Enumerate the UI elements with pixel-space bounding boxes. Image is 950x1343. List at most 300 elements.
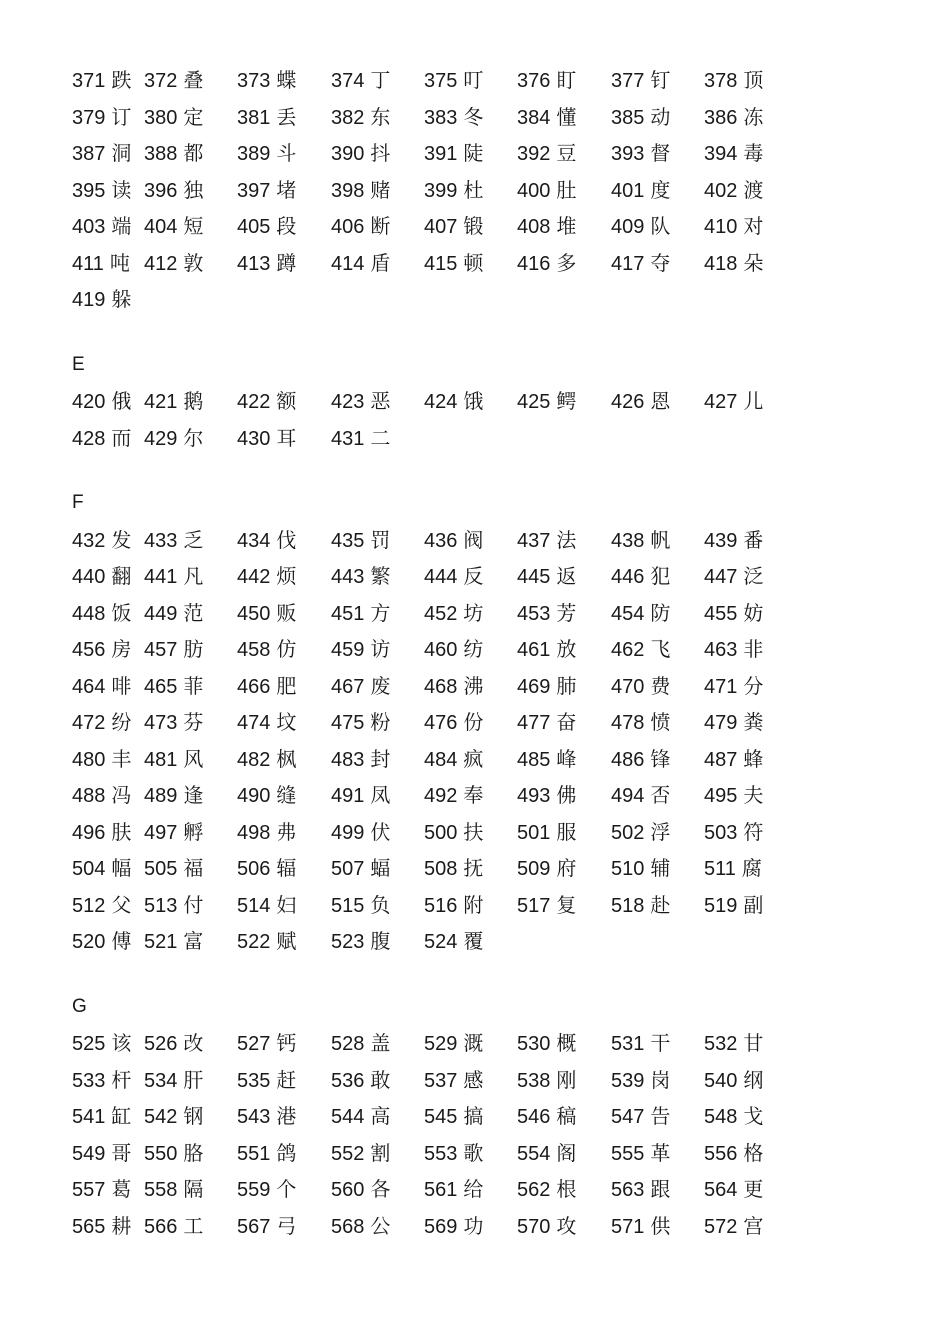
entry-character: 妇: [276, 892, 297, 917]
character-entry: [237, 631, 296, 668]
entry-character: 阁: [556, 1140, 577, 1165]
entry-number: 513: [144, 894, 178, 917]
character-entry: [72, 62, 131, 99]
entry-character: 葛: [111, 1177, 132, 1201]
character-entry: [704, 135, 763, 172]
entry-character: 佛: [556, 783, 577, 807]
entry-character: 额: [276, 389, 297, 413]
entry-number: 428: [72, 427, 106, 450]
entry-character: 疯: [463, 746, 484, 771]
character-entry: [704, 245, 763, 282]
entry-number: 481: [144, 748, 178, 771]
entry-number: 516: [424, 894, 458, 917]
entry-character: 鸽: [276, 1140, 297, 1165]
character-entry: [611, 668, 670, 705]
entry-character: 冯: [111, 783, 132, 807]
entry-character: 烦: [276, 564, 297, 588]
entry-number: 551: [237, 1142, 271, 1165]
character-entry: [144, 420, 203, 457]
entry-character: 叠: [183, 68, 204, 92]
character-entry: [331, 777, 390, 814]
character-entry: [424, 1098, 483, 1135]
entry-number: 566: [144, 1215, 178, 1238]
entry-number: 389: [237, 143, 271, 165]
character-entry: [72, 1062, 131, 1099]
character-row: [72, 135, 892, 172]
entry-character: 改: [183, 1031, 204, 1055]
entry-number: 383: [424, 106, 458, 129]
character-entry: [144, 887, 203, 924]
entry-number: 403: [72, 216, 106, 238]
character-entry: [72, 777, 131, 814]
entry-character: 感: [463, 1067, 484, 1092]
character-entry: [424, 62, 483, 99]
character-entry: [237, 1171, 296, 1208]
entry-number: 419: [72, 289, 106, 311]
entry-character: 纷: [111, 710, 132, 734]
entry-character: 锋: [650, 746, 671, 771]
entry-character: 各: [370, 1177, 391, 1201]
character-entry: [331, 668, 390, 705]
character-row: [72, 172, 892, 209]
character-entry: [144, 245, 203, 282]
entry-number: 374: [331, 70, 365, 92]
entry-number: 464: [72, 675, 106, 698]
entry-character: 搞: [463, 1104, 484, 1128]
entry-number: 469: [517, 675, 551, 698]
entry-character: 跌: [111, 68, 132, 92]
entry-character: 堵: [276, 177, 297, 202]
entry-character: 概: [556, 1031, 577, 1055]
entry-character: 扶: [463, 819, 484, 844]
character-grid: [72, 383, 892, 456]
character-row: [72, 741, 892, 778]
character-entry: [72, 420, 131, 457]
character-entry: [517, 558, 576, 595]
character-entry: [704, 668, 763, 705]
entry-character: 稿: [556, 1104, 577, 1128]
entry-number: 483: [331, 748, 365, 771]
entry-character: 渡: [743, 177, 764, 202]
entry-number: 505: [144, 858, 178, 880]
entry-character: 弓: [276, 1213, 297, 1238]
entry-number: 452: [424, 602, 458, 625]
entry-number: 556: [704, 1142, 738, 1165]
character-entry: [611, 172, 670, 209]
entry-character: 覆: [463, 929, 484, 953]
entry-character: 斗: [276, 141, 297, 165]
entry-number: 392: [517, 143, 551, 165]
entry-number: 488: [72, 785, 106, 807]
entry-number: 404: [144, 216, 178, 238]
entry-character: 赋: [276, 929, 297, 953]
character-row: [72, 420, 892, 457]
entry-number: 407: [424, 216, 458, 238]
entry-character: 恩: [650, 389, 671, 413]
entry-number: 517: [517, 894, 551, 917]
character-row: [72, 923, 892, 960]
entry-number: 534: [144, 1069, 178, 1092]
character-entry: [237, 668, 296, 705]
entry-character: 鳄: [556, 389, 577, 413]
entry-character: 儿: [743, 389, 764, 413]
entry-number: 405: [237, 216, 271, 238]
entry-number: 439: [704, 529, 738, 552]
entry-character: 番: [743, 527, 764, 552]
entry-character: 饿: [463, 389, 484, 413]
entry-character: 断: [370, 214, 391, 238]
entry-character: 冬: [463, 104, 484, 129]
entry-character: 吨: [109, 250, 130, 275]
entry-number: 538: [517, 1069, 551, 1092]
character-entry: [424, 741, 483, 778]
entry-character: 父: [111, 892, 132, 917]
character-entry: [424, 558, 483, 595]
entry-character: 尔: [183, 425, 204, 450]
character-entry: [611, 1062, 670, 1099]
entry-number: 453: [517, 602, 551, 625]
character-entry: [331, 631, 390, 668]
character-entry: [611, 595, 670, 632]
entry-number: 455: [704, 602, 738, 625]
character-entry: [72, 172, 131, 209]
entry-number: 411: [72, 252, 104, 275]
entry-number: 465: [144, 675, 178, 698]
entry-character: 飞: [650, 637, 671, 661]
entry-character: 顿: [463, 250, 484, 275]
entry-character: 戈: [743, 1104, 764, 1128]
entry-number: 522: [237, 931, 271, 953]
entry-character: 甘: [743, 1031, 764, 1055]
character-entry: [237, 420, 296, 457]
entry-character: 堆: [556, 214, 577, 238]
entry-character: 告: [650, 1104, 671, 1128]
entry-number: 398: [331, 179, 365, 202]
entry-character: 敦: [183, 250, 204, 275]
entry-number: 506: [237, 858, 271, 880]
character-entry: [611, 208, 670, 245]
entry-number: 442: [237, 566, 271, 588]
entry-character: 盾: [370, 250, 391, 275]
character-row: [72, 1208, 892, 1245]
entry-number: 497: [144, 821, 178, 844]
entry-character: 粉: [370, 710, 391, 734]
entry-number: 549: [72, 1142, 106, 1165]
entry-character: 港: [276, 1104, 297, 1128]
entry-character: 革: [650, 1140, 671, 1165]
entry-number: 562: [517, 1179, 551, 1201]
character-entry: [331, 522, 390, 559]
entry-character: 供: [650, 1213, 671, 1238]
character-entry: [72, 245, 130, 282]
entry-number: 491: [331, 785, 365, 807]
entry-character: 非: [743, 637, 764, 661]
character-entry: [704, 887, 763, 924]
entry-number: 423: [331, 391, 365, 413]
entry-number: 421: [144, 391, 178, 413]
entry-character: 服: [556, 819, 577, 844]
entry-number: 550: [144, 1142, 178, 1165]
entry-character: 辅: [650, 856, 671, 880]
section-e: [72, 347, 892, 457]
entry-number: 520: [72, 931, 106, 953]
character-entry: [517, 850, 576, 887]
character-entry: [517, 1171, 576, 1208]
entry-number: 510: [611, 858, 645, 880]
entry-number: 532: [704, 1033, 738, 1055]
character-entry: [144, 850, 203, 887]
character-entry: [424, 704, 483, 741]
entry-character: 伏: [370, 819, 391, 844]
entry-character: 妨: [743, 600, 764, 625]
entry-number: 501: [517, 821, 551, 844]
character-entry: [517, 1135, 576, 1172]
entry-character: 付: [183, 892, 204, 917]
entry-number: 553: [424, 1142, 458, 1165]
character-entry: [424, 1208, 483, 1245]
character-entry: [611, 522, 670, 559]
entry-number: 433: [144, 529, 178, 552]
character-entry: [424, 245, 483, 282]
entry-character: 读: [111, 177, 132, 202]
entry-number: 489: [144, 785, 178, 807]
entry-number: 395: [72, 179, 106, 202]
entry-number: 540: [704, 1069, 738, 1092]
character-row: [72, 1062, 892, 1099]
entry-character: 俄: [111, 389, 132, 413]
character-entry: [72, 208, 131, 245]
entry-character: 多: [556, 250, 577, 275]
character-entry: [704, 850, 762, 887]
entry-character: 工: [183, 1213, 204, 1238]
entry-character: 干: [650, 1031, 671, 1055]
entry-character: 繁: [370, 564, 391, 588]
character-entry: [237, 814, 296, 851]
character-entry: [704, 1208, 763, 1245]
entry-character: 东: [370, 104, 391, 129]
entry-character: 犯: [650, 564, 671, 588]
character-entry: [424, 777, 483, 814]
entry-character: 封: [370, 746, 391, 771]
entry-number: 385: [611, 106, 645, 129]
character-entry: [611, 383, 670, 420]
entry-character: 费: [650, 673, 671, 698]
entry-number: 523: [331, 931, 365, 953]
character-entry: [517, 208, 576, 245]
entry-number: 560: [331, 1179, 365, 1201]
character-row: [72, 850, 892, 887]
entry-number: 467: [331, 675, 365, 698]
entry-character: 赌: [370, 177, 391, 202]
character-entry: [144, 1025, 203, 1062]
character-entry: [424, 1171, 483, 1208]
character-entry: [72, 99, 131, 136]
entry-character: 耕: [111, 1213, 132, 1238]
character-entry: [331, 135, 390, 172]
character-entry: [144, 172, 203, 209]
entry-character: 歌: [463, 1140, 484, 1165]
entry-number: 572: [704, 1215, 738, 1238]
entry-character: 二: [370, 425, 391, 450]
entry-character: 该: [111, 1031, 132, 1055]
character-entry: [611, 814, 670, 851]
entry-number: 502: [611, 821, 645, 844]
entry-number: 528: [331, 1033, 365, 1055]
entry-character: 芳: [556, 600, 577, 625]
entry-character: 蝶: [276, 68, 297, 92]
entry-number: 457: [144, 639, 178, 661]
entry-number: 427: [704, 391, 738, 413]
character-entry: [331, 1025, 390, 1062]
character-entry: [424, 1025, 483, 1062]
entry-character: 杜: [463, 177, 484, 202]
character-entry: [72, 135, 131, 172]
entry-character: 订: [111, 104, 132, 129]
character-entry: [517, 245, 576, 282]
character-entry: [704, 1171, 763, 1208]
entry-number: 484: [424, 748, 458, 771]
entry-number: 413: [237, 252, 271, 275]
entry-character: 阀: [463, 527, 484, 552]
entry-number: 507: [331, 858, 365, 880]
character-entry: [704, 704, 763, 741]
character-entry: [237, 1062, 296, 1099]
entry-number: 471: [704, 675, 738, 698]
character-entry: [704, 522, 763, 559]
character-row: [72, 62, 892, 99]
entry-character: 赴: [650, 892, 671, 917]
section-letter: G: [72, 995, 87, 1017]
entry-character: 乏: [183, 527, 204, 552]
character-entry: [517, 1062, 576, 1099]
entry-character: 割: [370, 1140, 391, 1165]
character-entry: [237, 62, 296, 99]
entry-number: 480: [72, 748, 106, 771]
entry-number: 446: [611, 566, 645, 588]
character-entry: [144, 1135, 203, 1172]
entry-character: 夫: [743, 783, 764, 807]
entry-number: 409: [611, 216, 645, 238]
entry-character: 粪: [743, 710, 764, 734]
entry-number: 569: [424, 1215, 458, 1238]
character-entry: [331, 704, 390, 741]
entry-character: 毒: [743, 141, 764, 165]
entry-number: 490: [237, 785, 271, 807]
character-entry: [331, 208, 390, 245]
entry-number: 377: [611, 70, 645, 92]
character-entry: [517, 99, 576, 136]
character-entry: [517, 668, 576, 705]
character-grid: [72, 62, 892, 318]
character-entry: [611, 631, 670, 668]
character-entry: [331, 62, 390, 99]
character-entry: [237, 887, 296, 924]
entry-number: 384: [517, 106, 551, 129]
entry-number: 498: [237, 821, 271, 844]
character-entry: [611, 887, 670, 924]
entry-number: 548: [704, 1106, 738, 1128]
entry-character: 个: [276, 1177, 297, 1201]
character-entry: [611, 850, 670, 887]
entry-character: 废: [370, 673, 391, 698]
character-entry: [517, 887, 576, 924]
entry-number: 388: [144, 143, 178, 165]
character-entry: [144, 135, 203, 172]
section-f: [72, 485, 892, 960]
entry-number: 445: [517, 566, 551, 588]
entry-number: 371: [72, 70, 106, 92]
entry-number: 387: [72, 143, 106, 165]
character-entry: [517, 595, 576, 632]
entry-character: 伐: [276, 527, 297, 552]
character-row: [72, 1025, 892, 1062]
character-entry: [144, 777, 203, 814]
character-entry: [704, 383, 763, 420]
character-entry: [331, 420, 390, 457]
entry-character: 陡: [463, 141, 484, 165]
entry-number: 438: [611, 529, 645, 552]
entry-character: 丁: [370, 68, 391, 92]
entry-number: 536: [331, 1069, 365, 1092]
character-entry: [72, 850, 131, 887]
entry-character: 访: [370, 637, 391, 661]
character-entry: [72, 383, 131, 420]
entry-number: 451: [331, 602, 365, 625]
entry-character: 坟: [276, 710, 297, 734]
character-entry: [237, 208, 296, 245]
entry-character: 而: [111, 425, 132, 450]
entry-character: 督: [650, 141, 671, 165]
character-entry: [72, 741, 131, 778]
character-entry: [237, 850, 296, 887]
entry-character: 肺: [556, 673, 577, 698]
entry-character: 抚: [463, 856, 484, 880]
entry-character: 跟: [650, 1177, 671, 1201]
entry-number: 437: [517, 529, 551, 552]
character-entry: [611, 62, 670, 99]
entry-number: 509: [517, 858, 551, 880]
entry-character: 泛: [743, 564, 764, 588]
character-row: [72, 281, 892, 318]
character-entry: [72, 668, 131, 705]
character-entry: [424, 850, 483, 887]
entry-number: 459: [331, 639, 365, 661]
character-entry: [704, 631, 763, 668]
entry-character: 仿: [276, 637, 297, 661]
entry-character: 风: [183, 746, 204, 771]
entry-character: 坊: [463, 600, 484, 625]
entry-character: 恶: [370, 389, 391, 413]
character-row: [72, 777, 892, 814]
entry-number: 559: [237, 1179, 271, 1201]
entry-character: 对: [743, 214, 764, 238]
entry-character: 否: [650, 783, 671, 807]
character-row: [72, 814, 892, 851]
entry-number: 563: [611, 1179, 645, 1201]
entry-character: 房: [111, 637, 132, 661]
entry-character: 蹲: [276, 250, 297, 275]
entry-number: 390: [331, 143, 365, 165]
entry-number: 564: [704, 1179, 738, 1201]
character-entry: [517, 704, 576, 741]
character-grid: [72, 522, 892, 960]
entry-number: 375: [424, 70, 458, 92]
entry-number: 525: [72, 1033, 106, 1055]
character-entry: [517, 135, 576, 172]
character-entry: [611, 741, 670, 778]
entry-character: 蜂: [743, 746, 764, 771]
entry-number: 460: [424, 639, 458, 661]
